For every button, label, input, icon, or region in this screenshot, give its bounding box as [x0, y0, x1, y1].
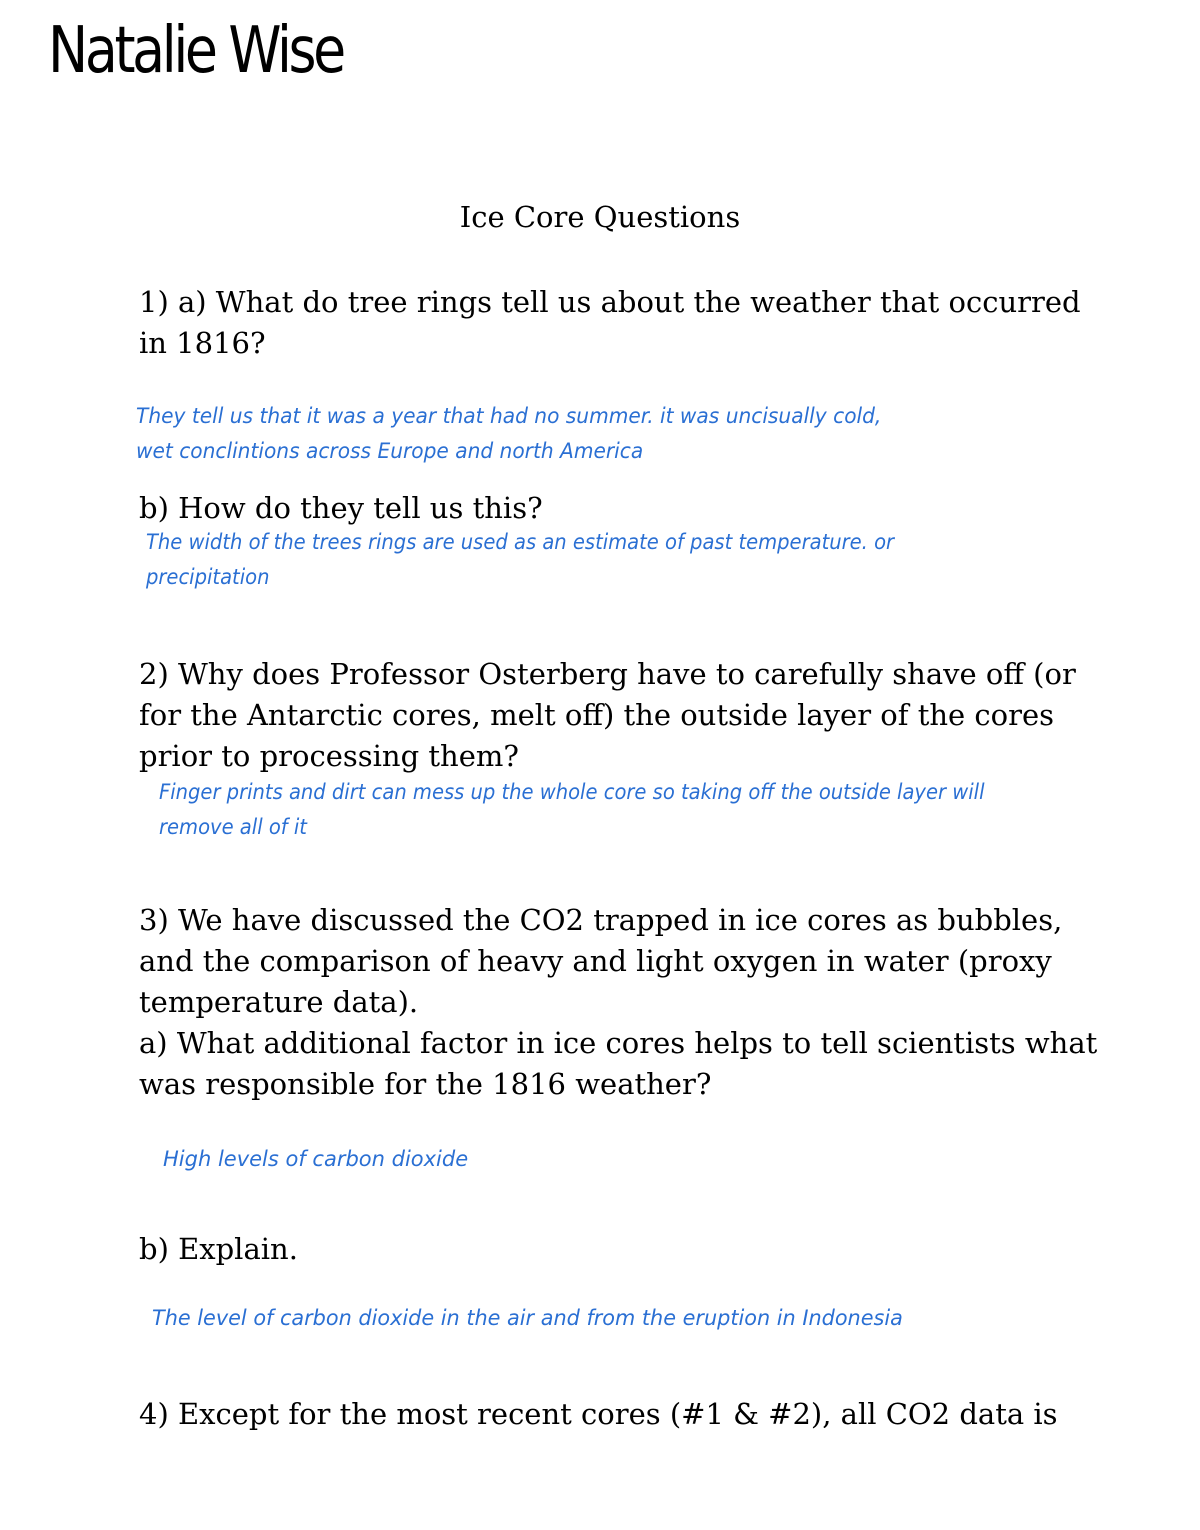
question-line: for the Antarctic cores, melt off) the outside layer of the cores — [139, 698, 1055, 732]
answer-line: wet conclintions across Europe and north America — [136, 439, 644, 463]
question-line: and the comparison of heavy and light oxygen in water (proxy — [139, 944, 1052, 978]
question-line: b) How do they tell us this? — [139, 491, 543, 525]
answer-line: remove all of it — [159, 815, 307, 839]
question-line: 4) Except for the most recent cores (#1 & #2), all CO2 data is — [139, 1397, 1058, 1431]
question-2 — [139, 654, 1076, 777]
answer-line: The width of the trees rings are used as an estimate of past temperature. or — [146, 530, 895, 554]
question-1a — [139, 282, 1081, 364]
question-line: was responsible for the 1816 weather? — [139, 1067, 712, 1101]
question-3 — [139, 900, 1097, 1105]
question-line: b) Explain. — [139, 1232, 298, 1266]
answer-1a — [136, 399, 881, 469]
question-1b — [139, 488, 543, 529]
question-4 — [139, 1394, 1058, 1435]
question-line: in 1816? — [139, 326, 266, 360]
page-title: Ice Core Questions — [459, 200, 741, 234]
answer-line: They tell us that it was a year that had no summer. it was uncisually cold, — [136, 404, 882, 428]
question-line: a) What additional factor in ice cores helps to tell scientists what — [139, 1026, 1098, 1060]
question-3b — [139, 1229, 298, 1270]
author-signature: Natalie Wise — [48, 14, 343, 88]
answer-3b — [152, 1301, 903, 1336]
answer-line: precipitation — [146, 565, 270, 589]
answer-line: Finger prints and dirt can mess up the whole core so taking off the outside layer will — [159, 780, 985, 804]
question-line: 1) a) What do tree rings tell us about the weather that occurred — [139, 285, 1081, 319]
question-line: prior to processing them? — [139, 739, 519, 773]
answer-line: High levels of carbon dioxide — [163, 1147, 469, 1171]
answer-2 — [159, 775, 985, 845]
question-line: temperature data). — [139, 985, 419, 1019]
question-line: 2) Why does Professor Osterberg have to carefully shave off (or — [139, 657, 1076, 691]
answer-3a — [163, 1142, 468, 1177]
answer-1b — [146, 525, 894, 595]
answer-line: The level of carbon dioxide in the air and from the eruption in Indonesia — [152, 1306, 903, 1330]
question-line: 3) We have discussed the CO2 trapped in ice cores as bubbles, — [139, 903, 1063, 937]
